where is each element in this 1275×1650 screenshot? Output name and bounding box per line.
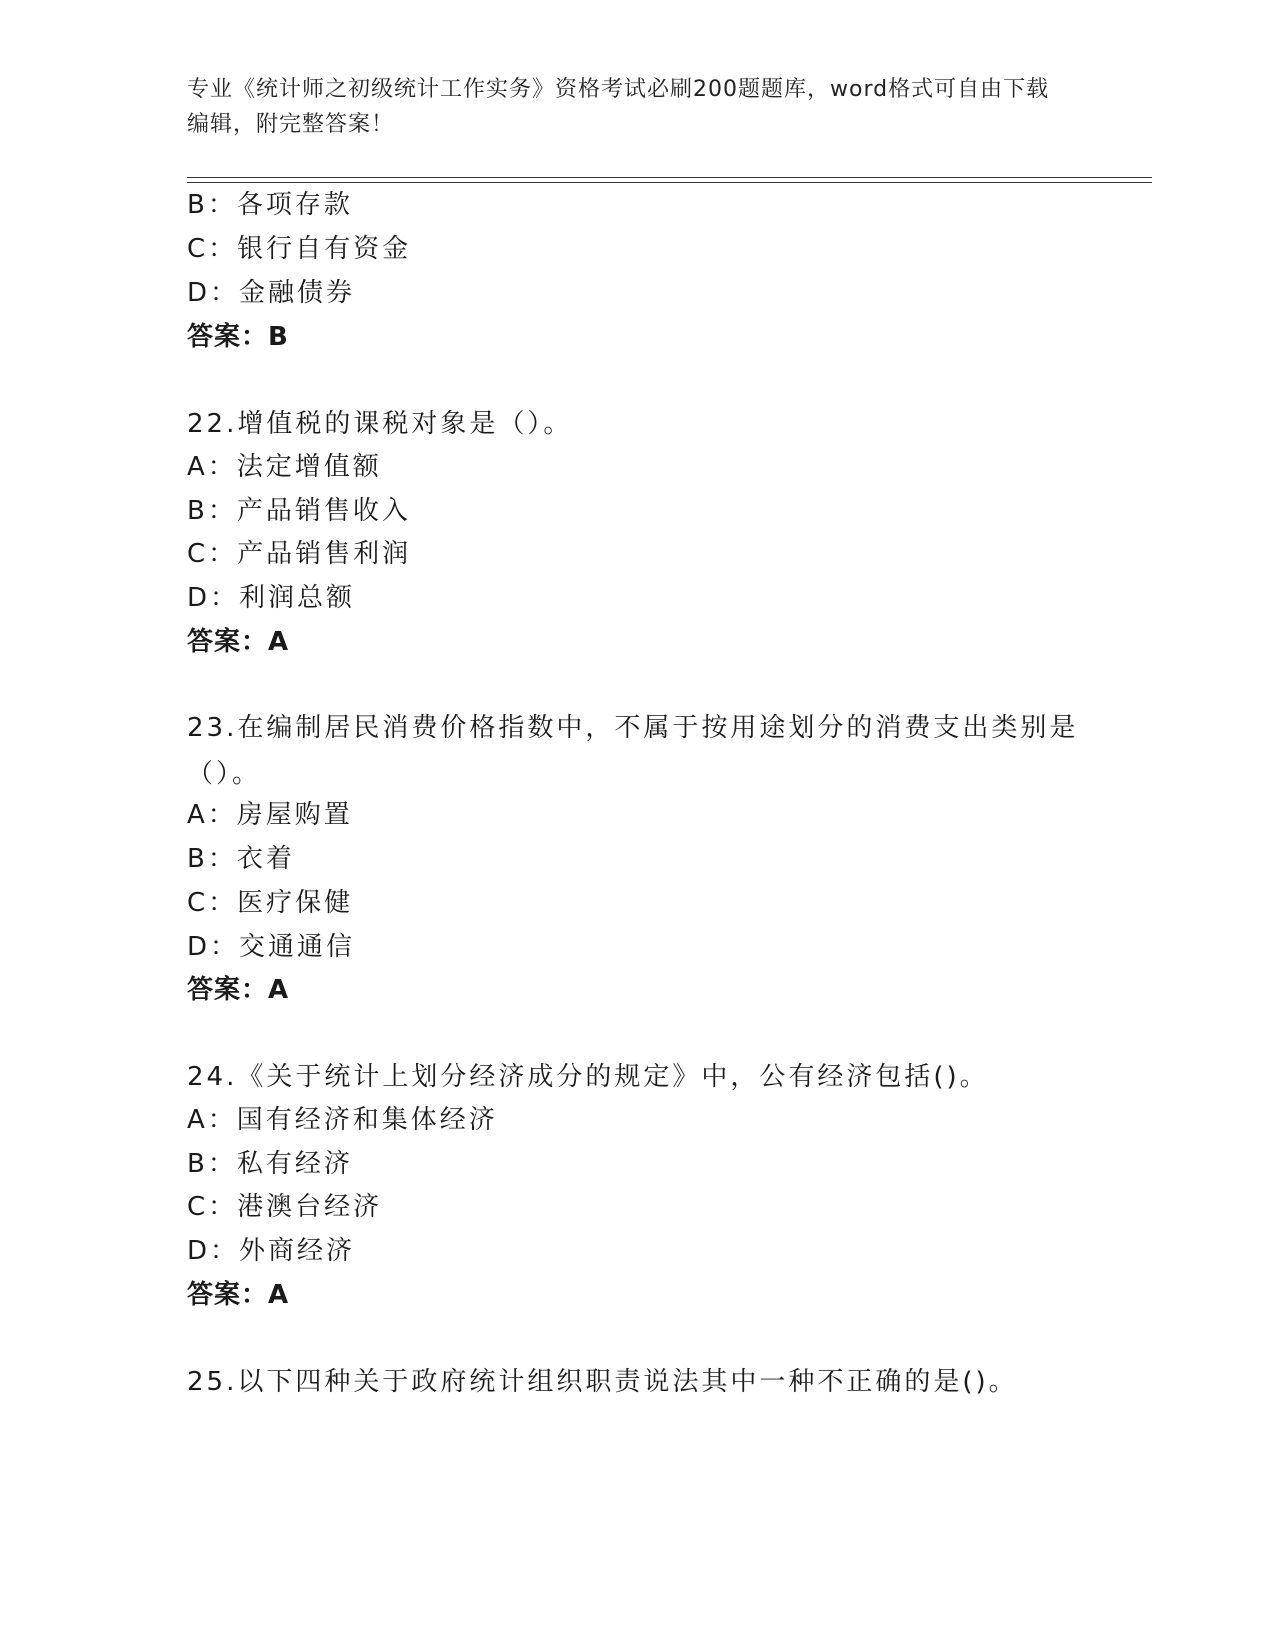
prev-option-d: D：金融债券 (187, 278, 356, 308)
q24-stem: 24.《关于统计上划分经济成分的规定》中，公有经济包括()。 (187, 1062, 989, 1092)
q22-option-b: B：产品销售收入 (187, 496, 411, 526)
q22-answer: 答案：A (187, 627, 290, 657)
prev-option-b: B：各项存款 (187, 190, 353, 220)
prev-option-c: C：银行自有资金 (187, 234, 412, 264)
q24-option-d: D：外商经济 (187, 1236, 356, 1266)
q24-answer: 答案：A (187, 1280, 290, 1310)
q22-option-a: A：法定增值额 (187, 452, 382, 482)
q23-stem: 23.在编制居民消费价格指数中，不属于按用途划分的消费支出类别是（）。 (187, 713, 1079, 789)
q23-option-a: A：房屋购置 (187, 800, 353, 830)
q25-stem: 25.以下四种关于政府统计组织职责说法其中一种不正确的是()。 (187, 1367, 1018, 1397)
header-divider (187, 177, 1152, 178)
page-header: 专业《统计师之初级统计工作实务》资格考试必刷200题题库，word格式可自由下载编辑，附完整答案！ (187, 77, 1050, 137)
q23-answer: 答案：A (187, 975, 290, 1005)
q23-option-b: B：衣着 (187, 844, 295, 874)
q22-option-d: D：利润总额 (187, 583, 356, 613)
q24-option-b: B：私有经济 (187, 1149, 353, 1179)
q22-option-c: C：产品销售利润 (187, 539, 412, 569)
q24-option-a: A：国有经济和集体经济 (187, 1105, 498, 1135)
q23-option-c: C：医疗保健 (187, 888, 354, 918)
header-divider-second (187, 182, 1152, 183)
q24-option-c: C：港澳台经济 (187, 1192, 383, 1222)
q23-option-d: D：交通通信 (187, 932, 356, 962)
q22-stem: 22.增值税的课税对象是（）。 (187, 409, 573, 439)
prev-answer: 答案：B (187, 322, 289, 352)
